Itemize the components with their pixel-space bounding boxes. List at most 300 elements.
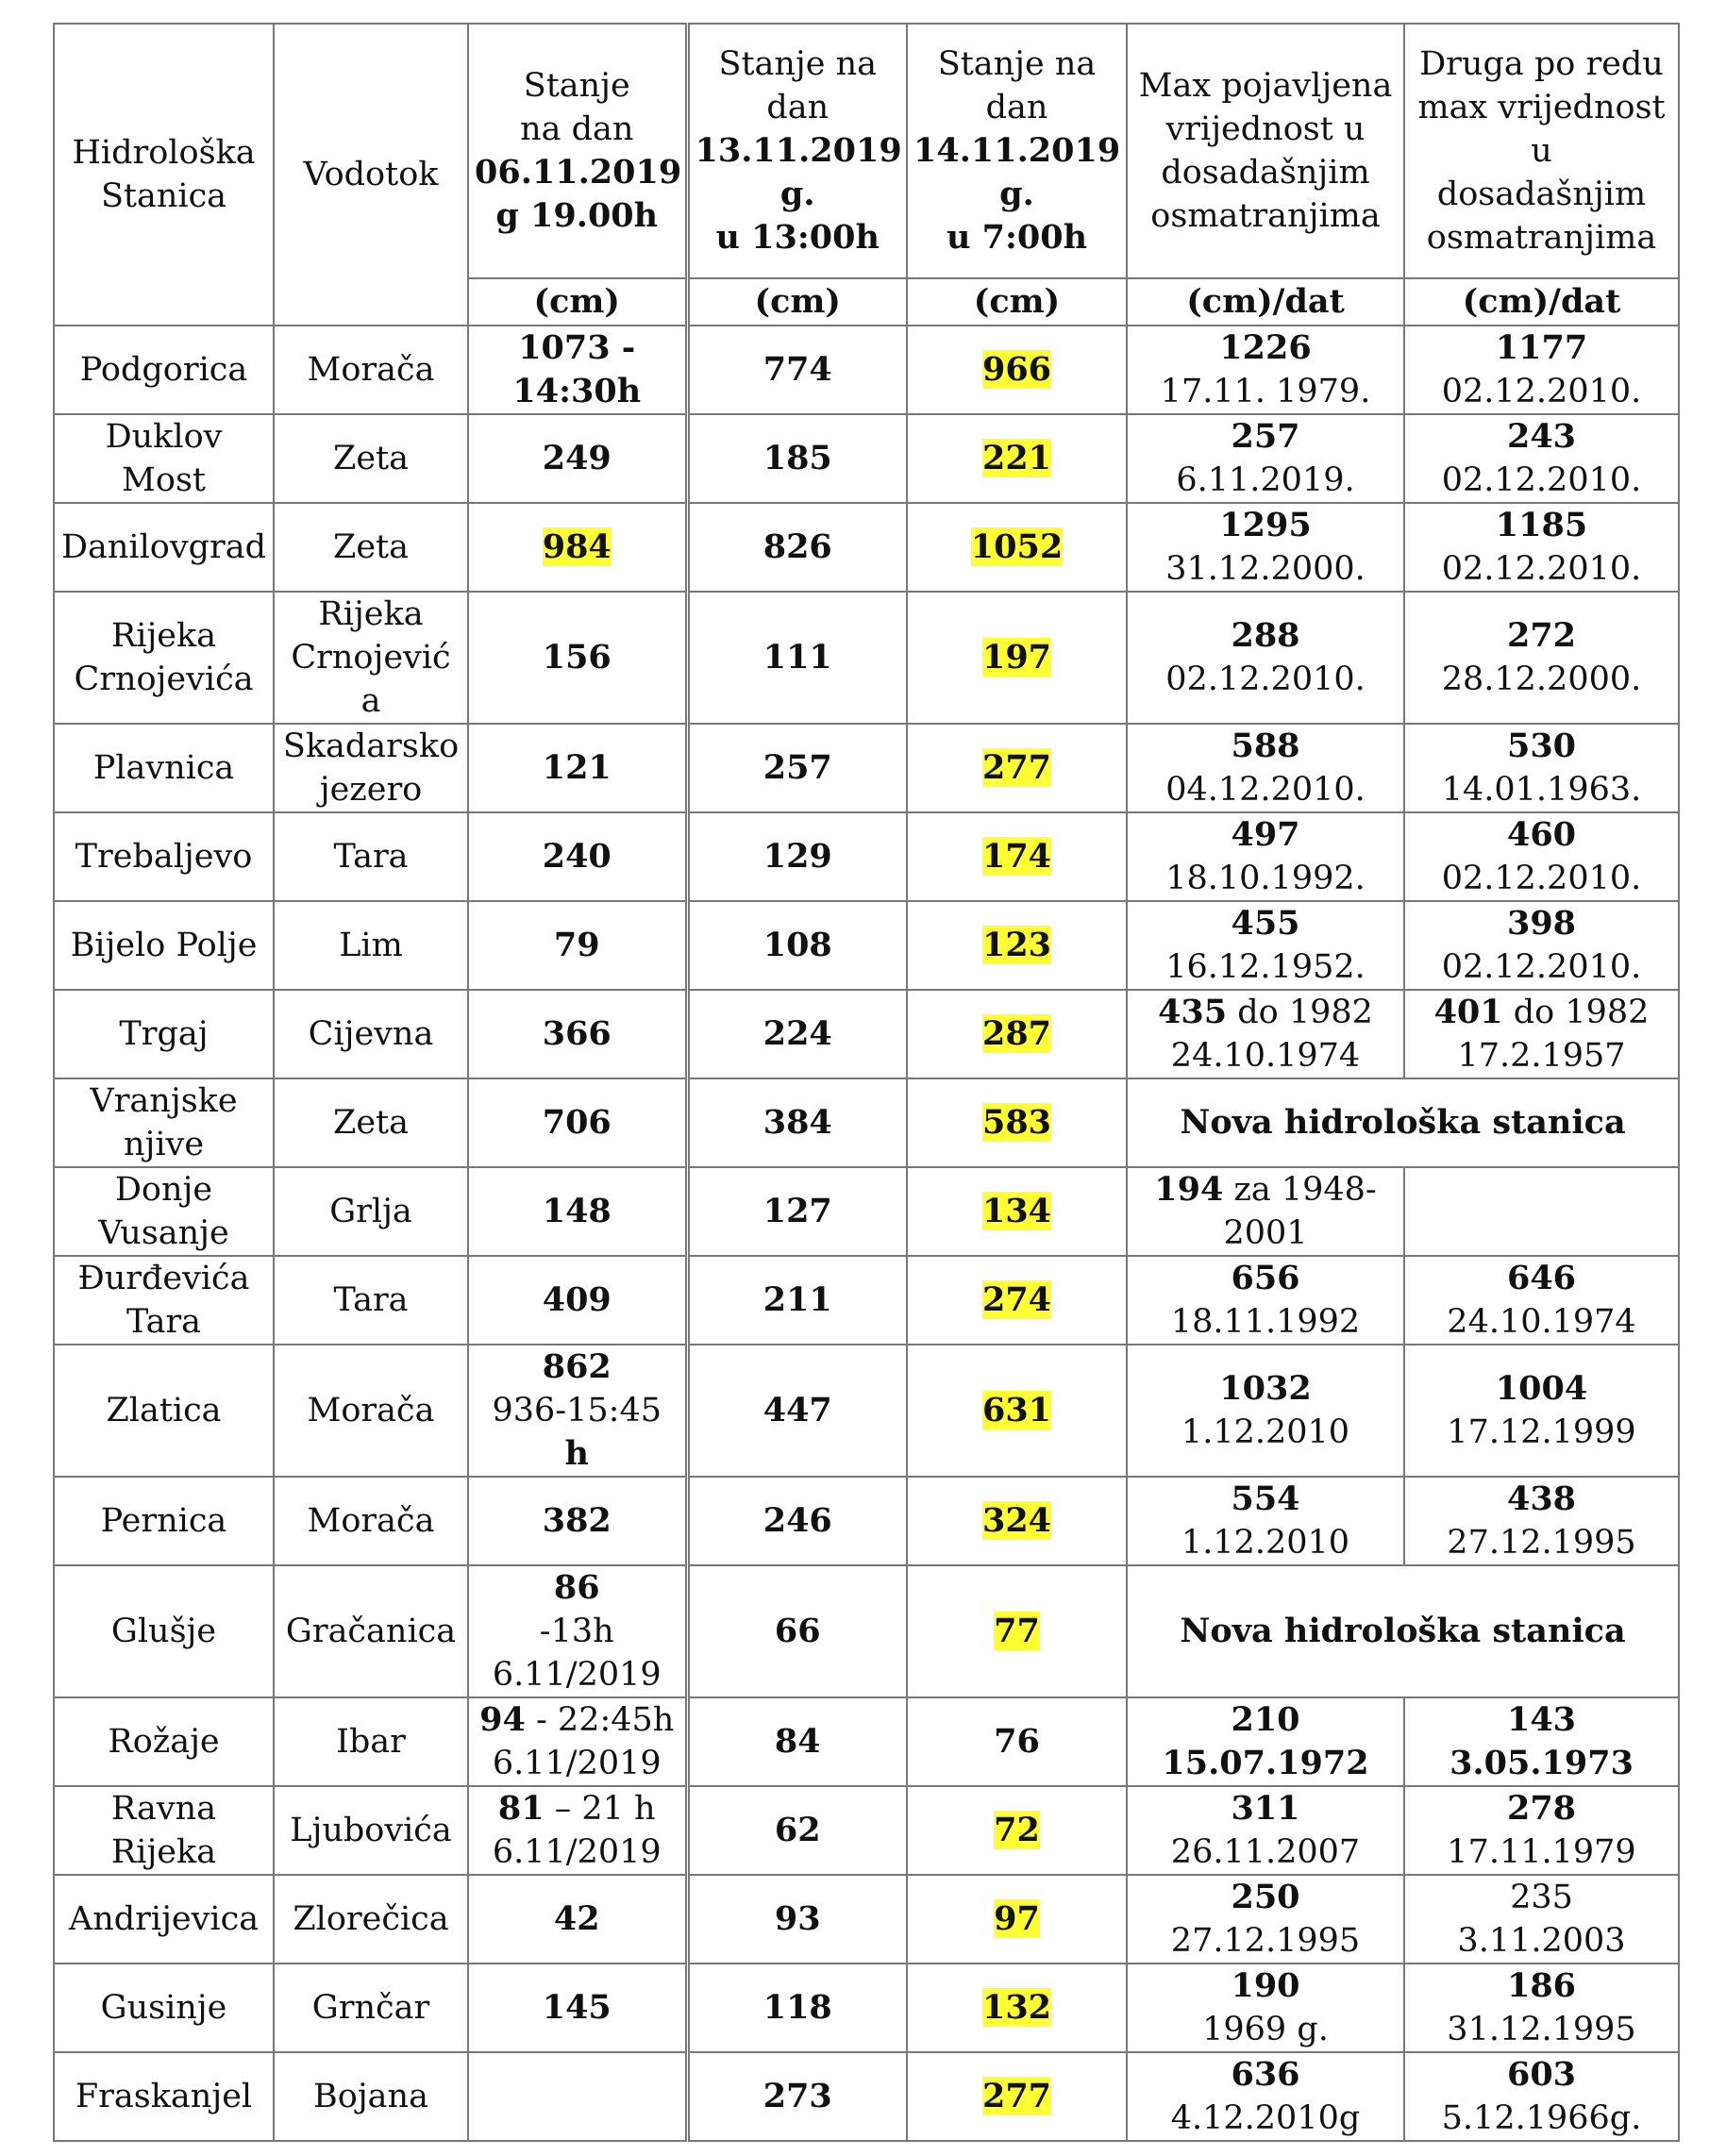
cell-line (1411, 1257, 1672, 1300)
table-row (54, 503, 1679, 592)
cell-text: njive (123, 1126, 205, 1163)
cell-suffix: do 1982 (1502, 994, 1650, 1031)
cell-line (1411, 1964, 1672, 2008)
max-cell (1127, 1786, 1404, 1875)
cell-line (1133, 2097, 1398, 2140)
cell-line (695, 1389, 901, 1432)
cell-suffix: - 22:45h (525, 1701, 675, 1739)
cell-line (60, 131, 267, 175)
cell-text: Vodotok (303, 156, 439, 193)
station-cell (54, 1565, 274, 1697)
second-max-cell (1404, 1256, 1679, 1345)
cell-text: 235 (1510, 1879, 1573, 1916)
cell-line (1411, 2008, 1672, 2051)
cell-line (280, 348, 461, 392)
level-14-cell (907, 724, 1127, 812)
cell-line (475, 1499, 679, 1543)
cell-line (1133, 370, 1398, 413)
cell-line (475, 1653, 679, 1696)
cell-text: 774 (762, 350, 832, 389)
level-06-cell (468, 1256, 687, 1345)
cell-line (60, 1830, 267, 1874)
cell-line (280, 835, 461, 878)
unit-cell (907, 278, 1127, 326)
cell-text: 1295 (1219, 506, 1312, 544)
cell-text: 66 (774, 1612, 821, 1650)
cell-text: 111 (762, 638, 832, 677)
cell-line (475, 280, 679, 324)
cell-text: 460 (1506, 815, 1577, 854)
cell-text: 108 (762, 926, 832, 964)
header-station (54, 24, 274, 326)
table-row (54, 1565, 1679, 1697)
cell-line (913, 835, 1120, 878)
table-row (54, 1875, 1679, 1964)
cell-line (1133, 2053, 1398, 2097)
cell-text: (cm)/dat (1462, 282, 1621, 321)
river-cell (274, 812, 468, 901)
cell-line (1411, 2053, 1672, 2097)
cell-line (280, 1279, 461, 1322)
cell-suffix: do 1982 (1227, 994, 1373, 1031)
level-06-cell (468, 1565, 687, 1697)
cell-line (1133, 547, 1398, 591)
cell-text: Plavnica (92, 749, 235, 787)
cell-text: Trebaljevo (75, 838, 253, 876)
station-cell (54, 990, 274, 1078)
cell-text: Gusinje (100, 1989, 227, 2027)
cell-line (695, 42, 901, 86)
station-cell (54, 1697, 274, 1786)
station-cell (54, 1256, 274, 1345)
unit-cell (1404, 278, 1679, 326)
cell-line (60, 1168, 267, 1212)
level-14-cell (907, 1477, 1127, 1565)
cell-line (60, 1610, 267, 1653)
cell-text: vrijednost u (1165, 110, 1366, 148)
second-max-cell (1404, 592, 1679, 724)
level-06-cell (468, 1697, 687, 1786)
cell-line (1411, 658, 1672, 701)
cell-text: Nova hidrološka stanica (1180, 1103, 1626, 1142)
cell-text: 631 (981, 1391, 1052, 1429)
cell-line (60, 1079, 267, 1123)
table-row (54, 812, 1679, 901)
cell-line (695, 1986, 901, 2030)
cell-line (1411, 1919, 1672, 1963)
cell-line (60, 614, 267, 658)
cell-line (475, 437, 679, 480)
cell-line (913, 746, 1120, 790)
second-max-cell (1404, 1345, 1679, 1477)
river-cell (274, 414, 468, 503)
cell-text: 06.11.2019 (475, 153, 682, 192)
cell-text: Rijeka (110, 1833, 217, 1871)
cell-line (913, 1101, 1120, 1145)
cell-line (60, 1012, 267, 1056)
cell-line (280, 679, 461, 723)
station-cell (54, 414, 274, 503)
cell-text: 04.12.2010. (1165, 771, 1366, 809)
cell-text: 1.12.2010 (1181, 1524, 1350, 1562)
station-cell (54, 901, 274, 990)
cell-text: Crnojević (291, 639, 451, 677)
water-level-table (53, 23, 1680, 2142)
level-14-cell (907, 1964, 1127, 2052)
cell-text: Stanica (100, 177, 227, 215)
cell-text: 24.10.1974 (1170, 1037, 1361, 1075)
table-row (54, 2052, 1679, 2141)
cell-text: 127 (762, 1192, 832, 1230)
cell-line (1411, 459, 1672, 502)
level-14-cell (907, 1786, 1127, 1875)
cell-line (60, 1787, 267, 1830)
cell-line (913, 129, 1120, 173)
cell-text: Zlorečica (293, 1900, 449, 1938)
cell-text: Druga po redu (1419, 45, 1664, 83)
level-13-cell (687, 901, 907, 990)
level-14-cell (907, 1697, 1127, 1786)
cell-line (1133, 2008, 1398, 2051)
river-cell (274, 724, 468, 812)
cell-text: Grlja (329, 1193, 412, 1230)
cell-text: Zeta (333, 440, 409, 477)
cell-text: 384 (762, 1103, 832, 1142)
cell-line (913, 1610, 1120, 1653)
river-cell (274, 326, 468, 414)
cell-line (1133, 194, 1398, 238)
cell-line (280, 768, 461, 811)
table-row (54, 1167, 1679, 1256)
cell-text: 288 (1231, 616, 1300, 655)
cell-text: 1073 - (518, 328, 636, 367)
cell-line (280, 1610, 461, 1653)
cell-line (695, 636, 901, 679)
cell-text: 530 (1506, 727, 1577, 765)
cell-text: Rožaje (108, 1723, 220, 1761)
cell-line (475, 108, 679, 151)
cell-line (695, 1809, 901, 1852)
cell-line (475, 1279, 679, 1322)
header-col3 (468, 24, 687, 278)
cell-text: 2001 (1223, 1214, 1308, 1252)
cell-text: 324 (981, 1501, 1052, 1540)
cell-text: 211 (762, 1280, 832, 1319)
max-cell (1127, 724, 1404, 812)
cell-text: 17.12.1999 (1447, 1413, 1636, 1451)
cell-text: 02.12.2010. (1165, 660, 1366, 698)
second-max-cell (1404, 1477, 1679, 1565)
cell-text: 15.07.1972 (1162, 1744, 1369, 1782)
cell-line (1133, 945, 1398, 989)
cell-line (475, 1012, 679, 1056)
table-row (54, 1786, 1679, 1875)
cell-text: 401 (1433, 993, 1503, 1031)
station-cell (54, 724, 274, 812)
cell-line (1133, 64, 1398, 108)
cell-text: Tara (333, 838, 409, 876)
cell-suffix: h (564, 1434, 589, 1473)
cell-text: Morača (307, 1392, 435, 1429)
cell-text: dan (766, 89, 829, 126)
cell-line (60, 1257, 267, 1300)
cell-line (60, 1212, 267, 1255)
cell-line (1411, 1411, 1672, 1454)
cell-text: 966 (981, 350, 1052, 389)
cell-text: 31.12.2000. (1165, 550, 1366, 588)
cell-text: 273 (762, 2077, 832, 2115)
level-13-cell (687, 326, 907, 414)
level-13-cell (687, 1565, 907, 1697)
cell-line (1133, 151, 1398, 194)
cell-line (1133, 1610, 1672, 1653)
cell-text: 62 (774, 1811, 821, 1849)
river-cell (274, 503, 468, 592)
level-06-cell (468, 414, 687, 503)
cell-line (1411, 86, 1672, 173)
cell-text: 1004 (1495, 1369, 1588, 1408)
cell-text: 174 (981, 837, 1052, 876)
cell-text: Duklov Most (105, 418, 223, 499)
cell-text: 438 (1506, 1479, 1577, 1518)
cell-text: 382 (542, 1501, 612, 1540)
cell-suffix: – 21 h (544, 1790, 656, 1828)
cell-line (1133, 1521, 1398, 1564)
cell-text: 190 (1231, 1966, 1300, 2005)
cell-text: Zeta (333, 1104, 409, 1142)
cell-line (1133, 768, 1398, 811)
cell-line (475, 1742, 679, 1785)
cell-text: 277 (981, 2077, 1052, 2115)
max-cell (1127, 1167, 1404, 1256)
cell-text: 14.11.2019 (913, 131, 1121, 170)
level-06-cell (468, 1477, 687, 1565)
station-cell (54, 326, 274, 414)
cell-line (1133, 857, 1398, 900)
cell-line (475, 636, 679, 679)
cell-text: Pernica (100, 1502, 227, 1540)
cell-line (280, 1720, 461, 1763)
cell-text: 6.11/2019 (492, 1745, 662, 1782)
cell-line (695, 1190, 901, 1233)
cell-line (475, 1389, 679, 1476)
cell-line (60, 348, 267, 392)
cell-line (60, 526, 267, 569)
second-max-cell (1404, 812, 1679, 901)
cell-text: 1177 (1495, 328, 1588, 367)
station-cell (54, 592, 274, 724)
cell-text: dan (985, 89, 1048, 126)
second-max-cell (1404, 1697, 1679, 1786)
cell-line (280, 924, 461, 967)
second-max-cell (1404, 414, 1679, 503)
cell-text: (cm)/dat (1186, 282, 1345, 321)
cell-line (475, 1787, 679, 1830)
cell-line (1133, 991, 1398, 1034)
cell-text: 862 (542, 1347, 612, 1386)
cell-line (60, 175, 267, 218)
cell-text: Fraskanjel (75, 2078, 253, 2115)
cell-text: 42 (553, 1899, 600, 1938)
level-06-cell (468, 326, 687, 414)
cell-line (475, 326, 679, 370)
cell-text: 646 (1506, 1259, 1577, 1297)
cell-line (60, 2075, 267, 2118)
cell-line (913, 437, 1120, 480)
cell-text: 143 (1506, 1700, 1577, 1739)
cell-text: Skadarsko (282, 727, 460, 765)
cell-line (1411, 813, 1672, 857)
cell-text: 129 (762, 837, 832, 876)
cell-text: 5.12.1966g. (1441, 2099, 1642, 2137)
cell-line (913, 216, 1120, 259)
cell-line (280, 1190, 461, 1233)
cell-line (475, 1190, 679, 1233)
cell-text: 6.11/2019 (492, 1833, 662, 1871)
cell-line (280, 437, 461, 480)
level-13-cell (687, 1256, 907, 1345)
cell-text: 287 (981, 1014, 1052, 1053)
cell-line (475, 194, 679, 238)
cell-text: 257 (762, 748, 832, 787)
cell-line (695, 216, 901, 259)
cell-line (475, 1986, 679, 2030)
second-max-cell (1404, 1167, 1679, 1256)
cell-line (1133, 504, 1398, 547)
level-14-cell (907, 901, 1127, 990)
level-13-cell (687, 1964, 907, 2052)
cell-line (1133, 1300, 1398, 1344)
cell-text: osmatranjima (1426, 219, 1657, 257)
cell-line (1133, 1698, 1398, 1742)
cell-text: 123 (981, 926, 1052, 964)
cell-line (60, 1897, 267, 1941)
cell-text: Donje (114, 1171, 213, 1209)
cell-line (1411, 280, 1672, 324)
cell-line (1411, 1521, 1672, 1564)
cell-text: g. (999, 175, 1034, 213)
cell-line (913, 636, 1120, 679)
cell-line (913, 2075, 1120, 2118)
cell-line (1133, 1787, 1398, 1830)
header-watercourse (274, 24, 468, 326)
level-06-cell (468, 1786, 687, 1875)
cell-text: 826 (762, 527, 832, 566)
level-13-cell (687, 1345, 907, 1477)
cell-text: 197 (981, 638, 1052, 677)
header-col4 (687, 24, 907, 278)
cell-line (1133, 1212, 1398, 1255)
cell-text: 1185 (1495, 506, 1588, 544)
max-cell (1127, 990, 1404, 1078)
cell-text: Podgorica (79, 351, 248, 389)
cell-text: 257 (1231, 417, 1300, 456)
station-cell (54, 1167, 274, 1256)
cell-line (1411, 614, 1672, 658)
cell-text: na dan (520, 110, 634, 148)
cell-line (913, 1499, 1120, 1543)
cell-text: Morača (307, 1502, 435, 1540)
level-06-cell (468, 592, 687, 724)
cell-text: 72 (994, 1811, 1040, 1849)
cell-line (280, 1986, 461, 2030)
second-max-cell (1404, 1964, 1679, 2052)
cell-line (1133, 1964, 1398, 2008)
level-14-cell (907, 1875, 1127, 1964)
level-13-cell (687, 414, 907, 503)
cell-text: g. (779, 175, 815, 213)
cell-line (1133, 813, 1398, 857)
cell-line (475, 1101, 679, 1145)
level-13-cell (687, 1786, 907, 1875)
cell-line (1411, 216, 1672, 259)
cell-text: 497 (1231, 815, 1300, 854)
cell-text: 148 (542, 1192, 612, 1230)
cell-text: 02.12.2010. (1441, 461, 1642, 499)
second-max-cell (1404, 326, 1679, 414)
cell-line (1133, 614, 1398, 658)
second-max-cell (1404, 1875, 1679, 1964)
cell-text: Lim (339, 927, 403, 964)
cell-line (1133, 1876, 1398, 1919)
level-06-cell (468, 901, 687, 990)
level-13-cell (687, 1167, 907, 1256)
level-14-cell (907, 503, 1127, 592)
cell-line (280, 526, 461, 569)
cell-line (60, 1720, 267, 1763)
cell-line (475, 64, 679, 108)
level-13-cell (687, 1697, 907, 1786)
level-06-cell (468, 2052, 687, 2141)
river-cell (274, 1477, 468, 1565)
header-col6 (1127, 24, 1404, 278)
cell-line (1133, 725, 1398, 768)
cell-text: 31.12.1995 (1447, 2011, 1636, 2048)
cell-text: Morača (307, 351, 435, 389)
cell-line (1133, 1830, 1398, 1874)
cell-text: Danilovgrad (60, 528, 267, 566)
cell-text: 27.12.1995 (1447, 1524, 1636, 1562)
cell-text: (cm) (533, 282, 620, 321)
max-cell (1127, 1477, 1404, 1565)
cell-text: 706 (542, 1103, 612, 1142)
cell-line (280, 725, 461, 768)
cell-line (1411, 504, 1672, 547)
station-cell (54, 1786, 274, 1875)
cell-line (695, 835, 901, 878)
cell-text: 156 (542, 638, 612, 677)
level-14-cell (907, 2052, 1127, 2141)
cell-text: osmatranjima (1150, 197, 1381, 235)
cell-text: 185 (762, 439, 832, 477)
cell-line (695, 1101, 901, 1145)
cell-line (913, 1986, 1120, 2030)
river-cell (274, 1697, 468, 1786)
table-row (54, 1964, 1679, 2052)
cell-line (280, 2075, 461, 2118)
cell-text: 274 (981, 1280, 1052, 1319)
cell-text: 16.12.1952. (1165, 948, 1366, 986)
station-cell (54, 1875, 274, 1964)
cell-text: 278 (1506, 1789, 1577, 1828)
cell-line (280, 636, 461, 679)
table-row (54, 1345, 1679, 1477)
cell-text: 249 (542, 439, 612, 477)
cell-text: 1.12.2010 (1181, 1413, 1350, 1451)
cell-text: 455 (1231, 904, 1300, 943)
level-06-cell (468, 1964, 687, 2052)
level-13-cell (687, 724, 907, 812)
